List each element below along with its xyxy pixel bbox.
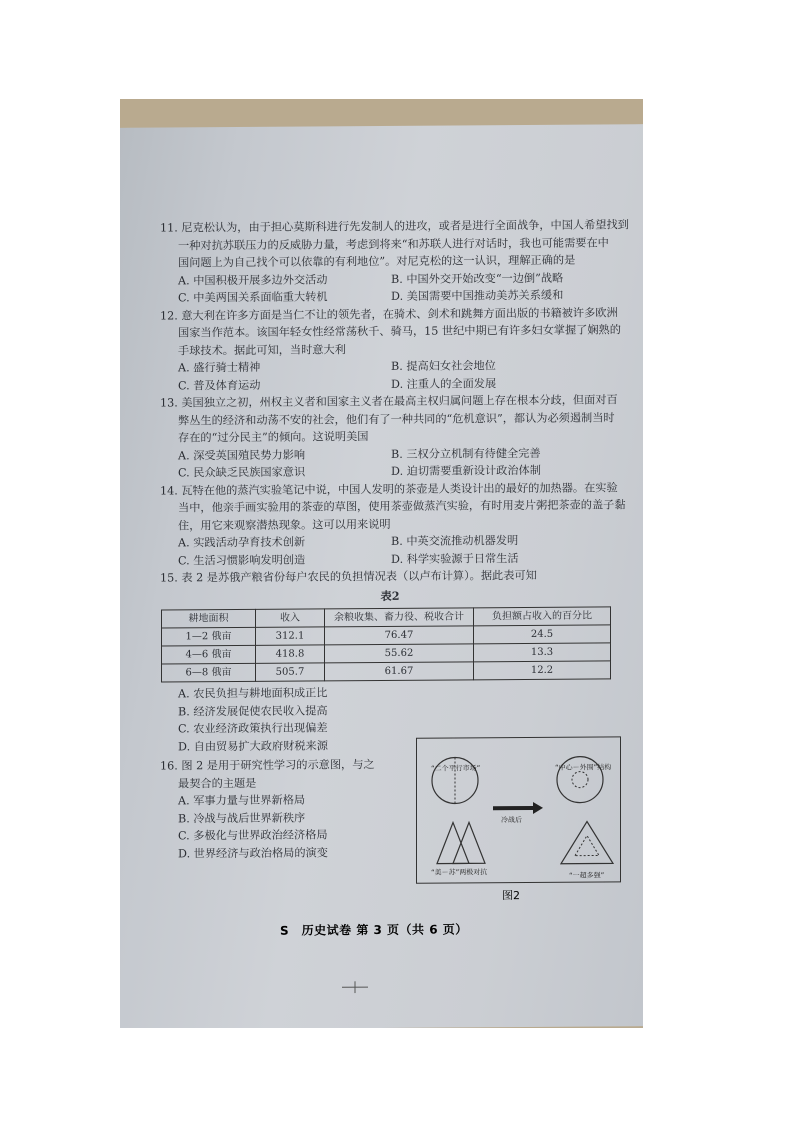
question-text: 国家当作范本。该国年轻女性经常荡秋千、骑马，15 世纪中期已有许多妇女掌握了娴熟的 — [178, 323, 621, 340]
table-cell: 13.3 — [474, 643, 611, 662]
option-b: B. 提高妇女社会地位 — [391, 359, 496, 373]
question-text: 一种对抗苏联压力的反威胁力量，考虑到将来“和苏联人进行对话时，我也可能需要在中 — [178, 235, 609, 252]
option-d: D. 世界经济与政治格局的演变 — [178, 845, 328, 860]
option-d: D. 科学实验源于日常生活 — [391, 551, 519, 566]
question-11 — [160, 216, 629, 307]
label-bottom-right: “一超多强” — [569, 871, 605, 880]
option-d: D. 迫切需要重新设计政治体制 — [391, 463, 541, 478]
question-text: 手球技术。据此可知，当时意大利 — [178, 342, 346, 357]
option-b: B. 经济发展促使农民收入提高 — [178, 703, 328, 718]
table-cell: 505.7 — [256, 663, 325, 681]
question-text: 14. 瓦特在他的蒸汽实验笔记中说，中国人发明的茶壶是人类设计出的最好的加热器。在实验 — [160, 480, 618, 498]
burden-table — [161, 606, 611, 682]
label-top-left: “二个平行市场” — [431, 764, 481, 773]
option-a: A. 盛行骑士精神 — [178, 360, 261, 375]
arrow-head-icon — [533, 802, 543, 814]
page-footer: S 历史试卷 第 3 页（共 6 页） — [280, 922, 468, 938]
table-cell: 6—8 俄亩 — [162, 663, 256, 682]
question-text: 住，用它来观察潜热现象。这可以用来说明 — [178, 517, 391, 532]
question-text: 15. 表 2 是苏俄产粮省份每户农民的负担情况表（以卢布计算）。据此表可知 — [160, 568, 537, 585]
circle-core-icon — [572, 772, 588, 788]
question-text: 最契合的主题是 — [178, 776, 257, 790]
option-c: C. 生活习惯影响发明创造 — [178, 553, 306, 567]
option-b: B. 冷战与战后世界新秩序 — [178, 811, 306, 825]
figure-caption: 图2 — [502, 889, 520, 903]
table-cell: 76.47 — [325, 626, 474, 645]
option-a: A. 实践活动孕育技术创新 — [178, 535, 306, 550]
option-b: B. 三权分立机制有待健全完善 — [391, 446, 541, 461]
option-c: C. 农业经济政策执行出现偏差 — [178, 721, 328, 736]
arrow-shaft — [493, 806, 533, 810]
question-text: 12. 意大利在许多方面是当仁不让的领先者，在骑术、剑术和跳舞方面出版的书籍被许多欧洲 — [160, 305, 618, 323]
figure-2 — [416, 736, 621, 883]
question-text: 当中，他亲手画实验用的茶壶的草图，使用茶壶做蒸汽实验，有时用麦片粥把茶壶的盖子黏 — [178, 498, 626, 515]
option-d: D. 自由贸易扩大政府财税来源 — [178, 738, 328, 753]
question-13 — [160, 391, 620, 482]
option-a: A. 军事力量与世界新格局 — [178, 793, 306, 808]
option-c: C. 普及体育运动 — [178, 378, 261, 392]
table-row — [162, 661, 611, 682]
table-cell: 4—6 俄亩 — [162, 645, 256, 664]
triangle-left-icon — [437, 822, 469, 863]
question-text: 16. 图 2 是用于研究性学习的示意图，与之 — [160, 758, 375, 773]
figure-2-diagram — [417, 737, 620, 882]
option-d: D. 注重人的全面发展 — [391, 376, 497, 391]
option-a: A. 深受英国殖民势力影响 — [178, 448, 306, 462]
table-cell: 312.1 — [256, 627, 325, 645]
table-cell: 61.67 — [325, 662, 474, 681]
option-b: B. 中国外交开始改变“一边倒”战略 — [391, 271, 564, 286]
question-text: 国问题上为自己找个可以依靠的有利地位”。对尼克松的这一认识，理解正确的是 — [178, 253, 576, 270]
label-bottom-left: “美－苏”两极对抗 — [431, 868, 488, 877]
photo-frame — [120, 99, 643, 1028]
table-cell: 1—2 俄亩 — [162, 627, 256, 646]
question-12 — [160, 304, 620, 395]
question-15 — [160, 566, 620, 755]
table-cell: 418.8 — [256, 645, 325, 663]
question-text: 13. 美国独立之初，州权主义者和国家主义者在最高主权归属问题上存在根本分歧，但面对百 — [160, 393, 618, 410]
question-14 — [160, 479, 626, 570]
option-c: C. 中美两国关系面临重大转机 — [178, 290, 328, 305]
exam-sheet — [120, 124, 643, 1028]
option-a: A. 中国积极开展多边外交活动 — [178, 272, 328, 287]
arrow-label: 冷战后 — [501, 816, 522, 825]
option-b: B. 中英交流推动机器发明 — [391, 534, 519, 548]
question-text: 存在的“过分民主”的倾向。这说明美国 — [178, 430, 369, 445]
table-title: 表2 — [380, 588, 400, 603]
table-cell: 24.5 — [474, 625, 611, 644]
table-cell: 12.2 — [474, 661, 611, 680]
question-text: 弊丛生的经济和动荡不安的社会，他们有了一种共同的“危机意识”，都认为必须遏制当时 — [178, 410, 615, 427]
table-header-cell: 耕地面积 — [162, 609, 256, 628]
binding-mark-icon — [342, 981, 368, 993]
table-cell: 55.62 — [325, 644, 474, 663]
label-top-right: “中心－外围”结构 — [555, 763, 612, 772]
option-c: C. 民众缺乏民族国家意识 — [178, 465, 306, 480]
triangle-big-icon — [561, 821, 613, 863]
option-c: C. 多极化与世界政治经济格局 — [178, 828, 328, 843]
option-d: D. 美国需要中国推动美苏关系缓和 — [391, 288, 564, 303]
table-header-cell: 负担额占收入的百分比 — [474, 607, 611, 626]
table-header-cell: 余粮收集、畜力役、税收合计 — [325, 608, 474, 627]
triangle-right-icon — [453, 822, 485, 863]
option-a: A. 农民负担与耕地面积成正比 — [178, 686, 328, 701]
question-text: 11. 尼克松认为，由于担心莫斯科进行先发制人的进攻，或者是进行全面战争，中国人希望找到 — [160, 218, 629, 235]
table-header-cell: 收入 — [256, 609, 325, 627]
triangle-inner-icon — [575, 835, 599, 855]
